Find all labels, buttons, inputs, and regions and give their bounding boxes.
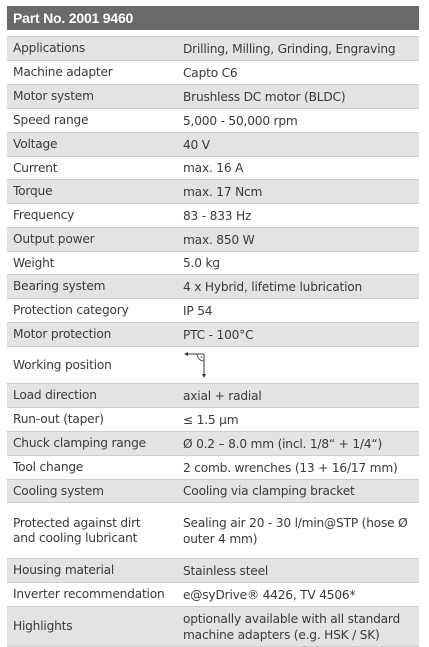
spec-row-protected-against: [7, 502, 419, 558]
spec-row-speed-range: [7, 108, 419, 132]
spec-value: max. 850 W: [183, 232, 255, 247]
spec-row-bearing-system: [7, 274, 419, 298]
spec-row-frequency: [7, 203, 419, 227]
spec-label: Working position: [13, 357, 112, 372]
spec-label: Protected against dirt and cooling lubricant: [13, 515, 141, 545]
spec-label: Highlights: [13, 619, 73, 633]
spec-label: Output power: [13, 232, 95, 246]
spec-value: 2 comb. wrenches (13 + 16/17 mm): [183, 460, 398, 475]
spec-label: Torque: [13, 184, 53, 198]
spec-label: Applications: [13, 41, 86, 55]
spec-value: axial + radial: [183, 388, 262, 403]
spec-value: ≤ 1.5 µm: [183, 412, 239, 427]
spec-value: Brushless DC motor (BLDC): [183, 89, 346, 104]
spec-table: [7, 36, 419, 647]
spec-value: max. 16 A: [183, 161, 244, 175]
spec-value: e@syDrive® 4426, TV 4506*: [183, 587, 356, 602]
spec-value: Ø 0.2 – 8.0 mm (incl. 1/8“ + 1/4“): [183, 436, 383, 451]
spec-label: Bearing system: [13, 279, 106, 293]
spec-value: PTC - 100°C: [183, 327, 254, 342]
spec-value: max. 17 Ncm: [183, 184, 263, 199]
spec-label: Machine adapter: [13, 65, 113, 79]
spec-label: Frequency: [13, 208, 75, 222]
spec-value: Stainless steel: [183, 563, 269, 578]
spec-row-inverter-recommendation: [7, 582, 419, 606]
spec-label: Inverter recommendation: [13, 587, 165, 601]
spec-row-protection-category: [7, 298, 419, 322]
spec-row-motor-protection: [7, 322, 419, 346]
spec-row-load-direction: [7, 383, 419, 407]
spec-label: Run-out (taper): [13, 412, 104, 426]
spec-row-output-power: [7, 227, 419, 251]
spec-row-highlights: [7, 606, 419, 646]
spec-label: Speed range: [13, 113, 89, 127]
spec-label: Current: [13, 160, 58, 175]
spec-sheet: [7, 6, 419, 647]
spec-value: 5,000 - 50,000 rpm: [183, 113, 298, 128]
spec-label: Load direction: [13, 388, 97, 402]
spec-row-current: [7, 156, 419, 179]
spec-label: Motor protection: [13, 327, 112, 341]
spec-label: Weight: [13, 255, 55, 270]
spec-value: 40 V: [183, 137, 210, 152]
spec-label: Tool change: [13, 460, 84, 474]
spec-value: Capto C6: [183, 65, 238, 80]
spec-row-housing-material: [7, 558, 419, 582]
spec-label: Protection category: [13, 303, 129, 317]
spec-value: 83 - 833 Hz: [183, 208, 252, 223]
spec-label: Voltage: [13, 137, 58, 151]
part-number-header: Part No. 2001 9460: [7, 6, 419, 30]
spec-value: Cooling via clamping bracket: [183, 484, 355, 498]
spec-row-tool-change: [7, 455, 419, 479]
spec-row-torque: [7, 179, 419, 203]
working-position-arrow-icon: [183, 350, 217, 380]
spec-value: IP 54: [183, 303, 213, 318]
spec-label: Chuck clamping range: [13, 436, 146, 450]
spec-value: Drilling, Milling, Grinding, Engraving: [183, 41, 396, 56]
spec-value: Sealing air 20 - 30 l/min@STP (hose Ø outer 4 mm): [183, 515, 408, 546]
spec-row-machine-adapter: [7, 60, 419, 84]
spec-row-applications: [7, 36, 419, 60]
spec-label: Housing material: [13, 563, 115, 577]
spec-row-motor-system: [7, 84, 419, 108]
spec-row-voltage: [7, 132, 419, 156]
spec-value: optionally available with all standard machine adapters (e.g. HSK / SK): [183, 611, 401, 642]
spec-row-working-position: [7, 346, 419, 383]
spec-row-run-out: [7, 407, 419, 431]
spec-value: 4 x Hybrid, lifetime lubrication: [183, 279, 363, 294]
spec-row-cooling-system: [7, 479, 419, 502]
spec-label: Cooling system: [13, 483, 104, 498]
spec-value: 5.0 kg: [183, 256, 220, 270]
spec-row-chuck-clamping-range: [7, 431, 419, 455]
spec-label: Motor system: [13, 89, 94, 103]
spec-row-weight: [7, 251, 419, 274]
